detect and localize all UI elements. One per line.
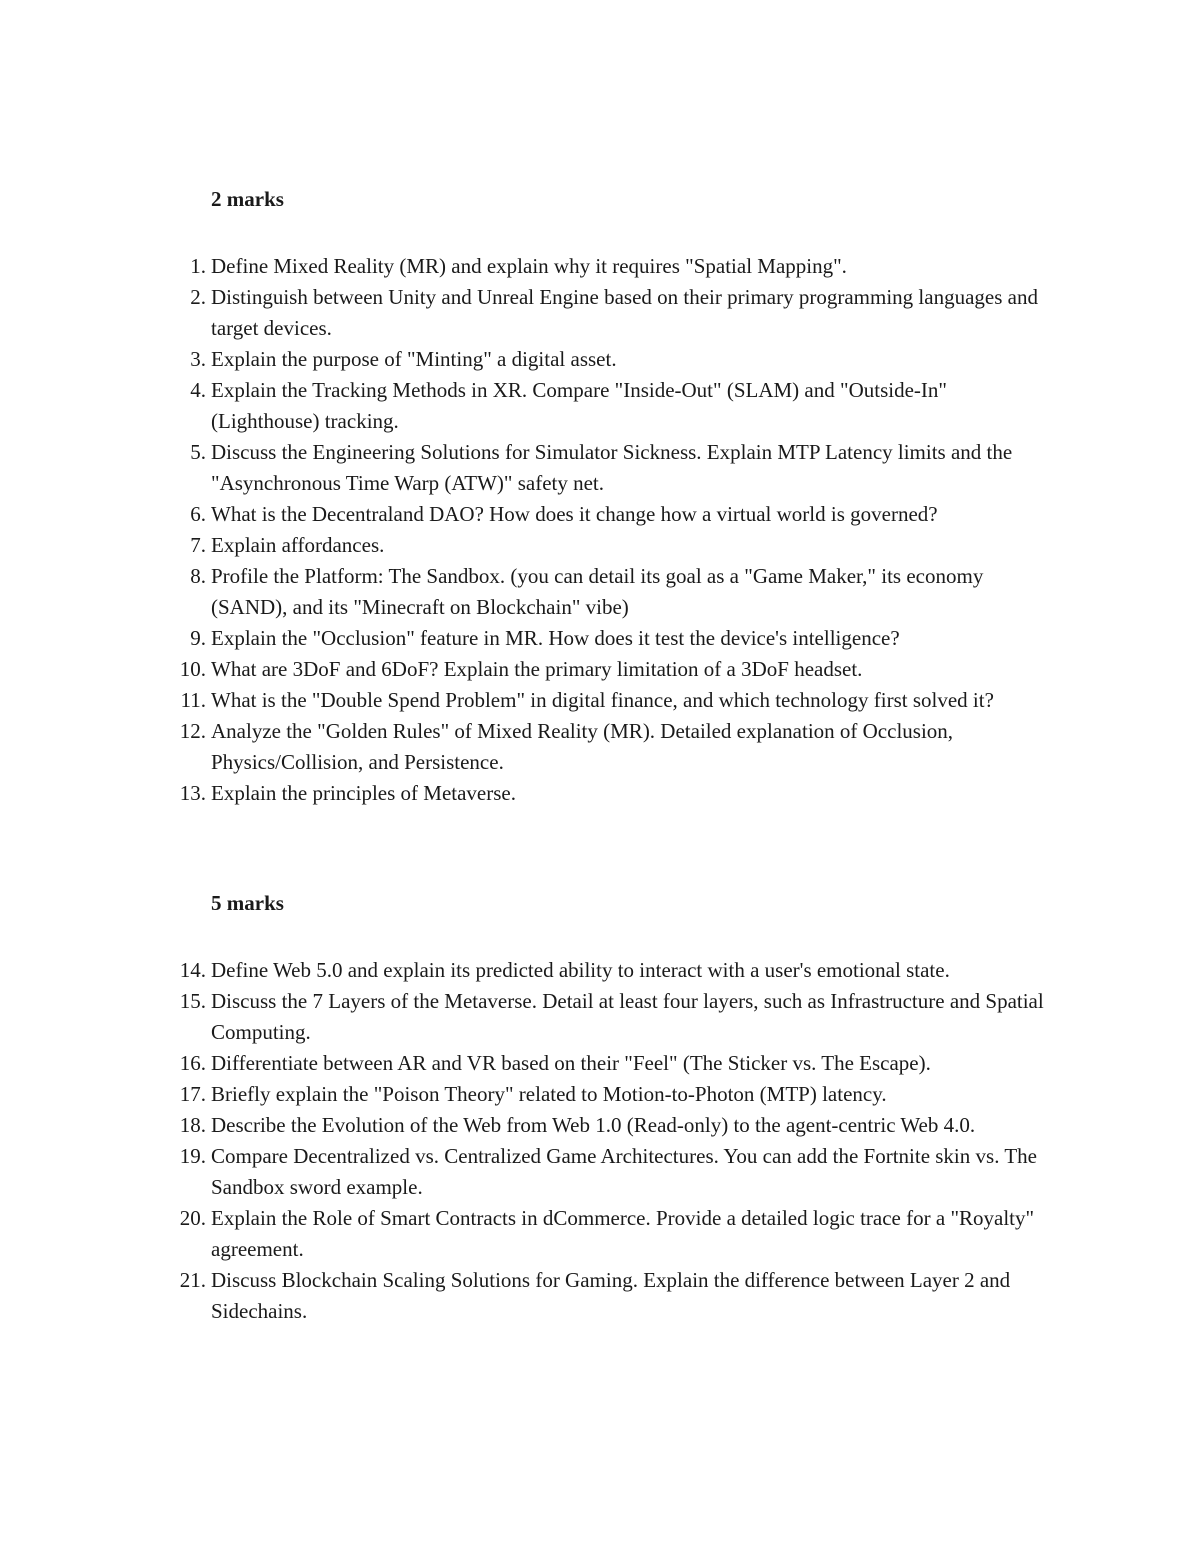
question-text: What are 3DoF and 6DoF? Explain the primary limitation of a 3DoF headset. [211, 657, 863, 681]
question-text: Distinguish between Unity and Unreal Engine based on their primary programming languages and target devices. [211, 285, 1038, 340]
question-item [0, 716, 1200, 778]
question-text: Discuss Blockchain Scaling Solutions for Gaming. Explain the difference between Layer 2 and Sidechains. [211, 1268, 1011, 1323]
question-item [0, 654, 1200, 685]
question-number: 20. [179, 1206, 206, 1230]
question-text: What is the "Double Spend Problem" in digital finance, and which technology first solved it? [211, 688, 994, 712]
question-item [0, 986, 1200, 1048]
question-text: Analyze the "Golden Rules" of Mixed Reality (MR). Detailed explanation of Occlusion, Physics/Collision, and Persistence. [211, 719, 954, 774]
question-number: 11. [180, 688, 206, 712]
question-item [0, 282, 1200, 344]
question-text: Differentiate between AR and VR based on their "Feel" (The Sticker vs. The Escape). [211, 1051, 931, 1075]
question-text: Define Web 5.0 and explain its predicted ability to interact with a user's emotional state. [211, 958, 950, 982]
question-list-5-marks [0, 955, 1200, 1327]
question-number: 10. [179, 657, 206, 681]
question-number: 9. [190, 626, 206, 650]
question-text: Profile the Platform: The Sandbox. (you can detail its goal as a "Game Maker," its economy (SAND), and its "Minecraft on Blockchain" vibe) [211, 564, 984, 619]
question-number: 13. [179, 781, 206, 805]
question-item [0, 344, 1200, 375]
question-number: 19. [179, 1144, 206, 1168]
question-number: 4. [190, 378, 206, 402]
question-number: 2. [190, 285, 206, 309]
question-item [0, 1048, 1200, 1079]
question-number: 3. [190, 347, 206, 371]
question-text: Explain the Role of Smart Contracts in dCommerce. Provide a detailed logic trace for a "Royalty" agreement. [211, 1206, 1035, 1261]
question-item [0, 561, 1200, 623]
question-text: Describe the Evolution of the Web from Web 1.0 (Read-only) to the agent-centric Web 4.0. [211, 1113, 976, 1137]
question-number: 14. [179, 958, 206, 982]
question-item [0, 251, 1200, 282]
question-text: Explain the Tracking Methods in XR. Compare "Inside-Out" (SLAM) and "Outside-In" (Lighthouse) tracking. [211, 378, 947, 433]
question-item [0, 499, 1200, 530]
question-number: 21. [179, 1268, 206, 1292]
question-text: Briefly explain the "Poison Theory" related to Motion-to-Photon (MTP) latency. [211, 1082, 887, 1106]
question-item [0, 1203, 1200, 1265]
question-item [0, 375, 1200, 437]
question-item [0, 1265, 1200, 1327]
section-heading-5-marks: 5 marks [211, 891, 284, 915]
question-number: 18. [179, 1113, 206, 1137]
question-number: 8. [190, 564, 206, 588]
question-number: 6. [190, 502, 206, 526]
question-number: 7. [190, 533, 206, 557]
question-text: Explain the "Occlusion" feature in MR. How does it test the device's intelligence? [211, 626, 900, 650]
question-text: What is the Decentraland DAO? How does it change how a virtual world is governed? [211, 502, 938, 526]
question-number: 12. [179, 719, 206, 743]
question-item [0, 685, 1200, 716]
question-item [0, 1079, 1200, 1110]
question-number: 17. [179, 1082, 206, 1106]
question-text: Discuss the 7 Layers of the Metaverse. Detail at least four layers, such as Infrastructure and Spatial Computing. [211, 989, 1044, 1044]
question-text: Explain the principles of Metaverse. [211, 781, 516, 805]
question-item [0, 530, 1200, 561]
section-heading-2-marks: 2 marks [211, 187, 284, 211]
question-number: 15. [179, 989, 206, 1013]
question-number: 16. [179, 1051, 206, 1075]
question-item [0, 778, 1200, 809]
question-item [0, 955, 1200, 986]
question-item [0, 1110, 1200, 1141]
question-item [0, 437, 1200, 499]
question-number: 1. [190, 254, 206, 278]
question-item [0, 623, 1200, 654]
question-item [0, 1141, 1200, 1203]
question-text: Compare Decentralized vs. Centralized Game Architectures. You can add the Fortnite skin vs. The Sandbox sword example. [211, 1144, 1037, 1199]
question-list-2-marks [0, 251, 1200, 809]
question-number: 5. [190, 440, 206, 464]
question-text: Define Mixed Reality (MR) and explain why it requires "Spatial Mapping". [211, 254, 847, 278]
question-text: Discuss the Engineering Solutions for Simulator Sickness. Explain MTP Latency limits and the "Asynchronous Time Warp (ATW)" safety net. [211, 440, 1013, 495]
question-text: Explain the purpose of "Minting" a digital asset. [211, 347, 617, 371]
question-text: Explain affordances. [211, 533, 385, 557]
